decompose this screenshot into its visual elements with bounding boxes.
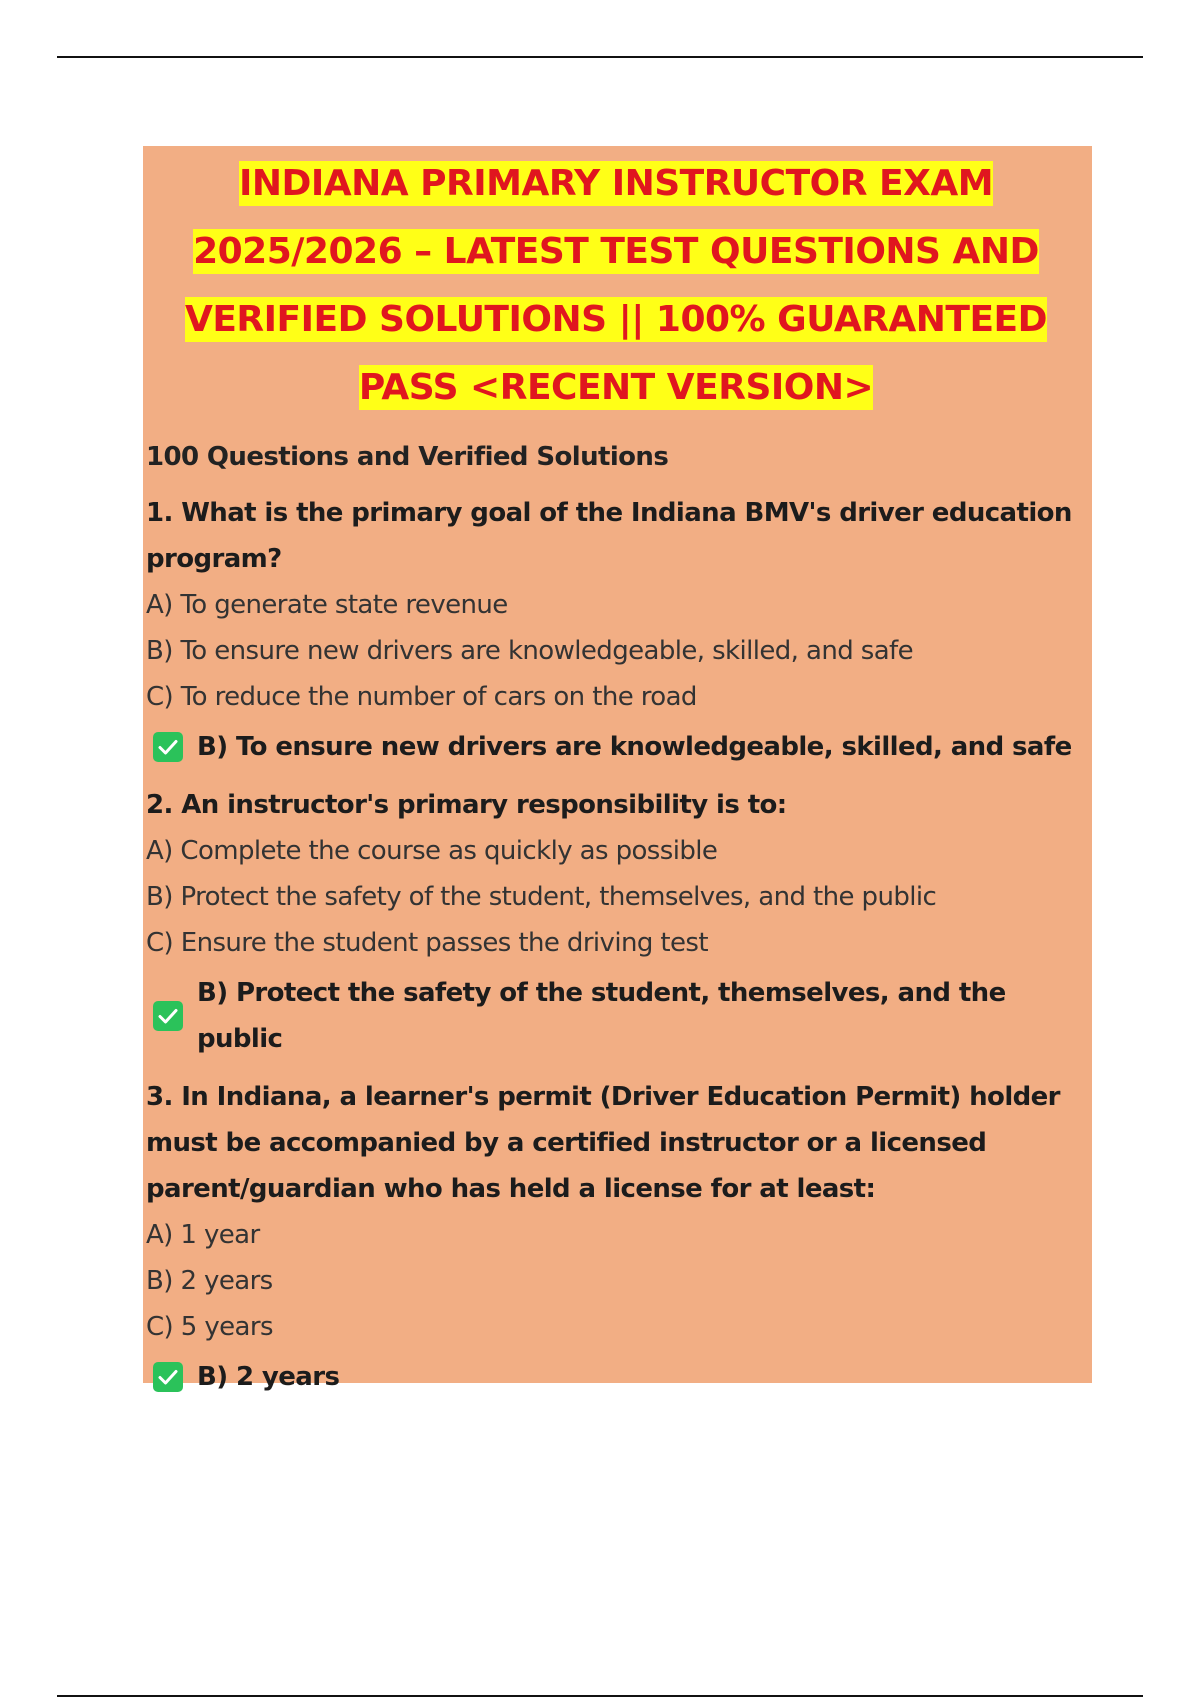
title-line: 2025/2026 – LATEST TEST QUESTIONS AND xyxy=(193,231,1039,272)
correct-answer xyxy=(146,1354,1086,1400)
option-list xyxy=(146,1212,1086,1350)
question-block xyxy=(146,782,1086,1062)
answer-text: B) To ensure new drivers are knowledgeable, skilled, and safe xyxy=(197,732,1072,762)
check-mark-icon xyxy=(153,1362,183,1392)
option-item: B) 2 years xyxy=(146,1266,273,1296)
answer-text: B) Protect the safety of the student, themselves, and the public xyxy=(197,978,1006,1054)
question-block xyxy=(146,490,1086,770)
option-item: C) Ensure the student passes the driving test xyxy=(146,928,708,958)
title-line: PASS <RECENT VERSION> xyxy=(358,367,874,408)
title-line: INDIANA PRIMARY INSTRUCTOR EXAM xyxy=(238,163,994,204)
answer-text: B) 2 years xyxy=(197,1362,340,1392)
document-title xyxy=(146,146,1086,422)
exam-panel xyxy=(143,146,1092,1392)
option-list xyxy=(146,828,1086,966)
correct-answer xyxy=(146,724,1086,770)
question-text: 3. In Indiana, a learner's permit (Driver Education Permit) holder must be accompanied by a certified instructor or a licensed parent/guardian who has held a license for at least: xyxy=(146,1082,1060,1204)
bottom-divider xyxy=(57,1695,1143,1697)
option-item: B) Protect the safety of the student, themselves, and the public xyxy=(146,882,937,912)
question-block xyxy=(146,1074,1086,1400)
option-item: A) Complete the course as quickly as possible xyxy=(146,836,718,866)
top-divider xyxy=(57,56,1143,58)
question-text: 2. An instructor's primary responsibility is to: xyxy=(146,790,787,820)
title-line: VERIFIED SOLUTIONS || 100% GUARANTEED xyxy=(184,299,1048,340)
option-item: C) To reduce the number of cars on the road xyxy=(146,682,697,712)
document-subtitle: 100 Questions and Verified Solutions xyxy=(146,442,669,472)
check-mark-icon xyxy=(153,732,183,762)
option-list xyxy=(146,582,1086,720)
option-item: A) To generate state revenue xyxy=(146,590,508,620)
check-mark-icon xyxy=(153,1001,183,1031)
option-item: C) 5 years xyxy=(146,1312,273,1342)
option-item: A) 1 year xyxy=(146,1220,260,1250)
option-item: B) To ensure new drivers are knowledgeable, skilled, and safe xyxy=(146,636,914,666)
correct-answer xyxy=(146,970,1086,1062)
question-text: 1. What is the primary goal of the Indiana BMV's driver education program? xyxy=(146,498,1072,574)
